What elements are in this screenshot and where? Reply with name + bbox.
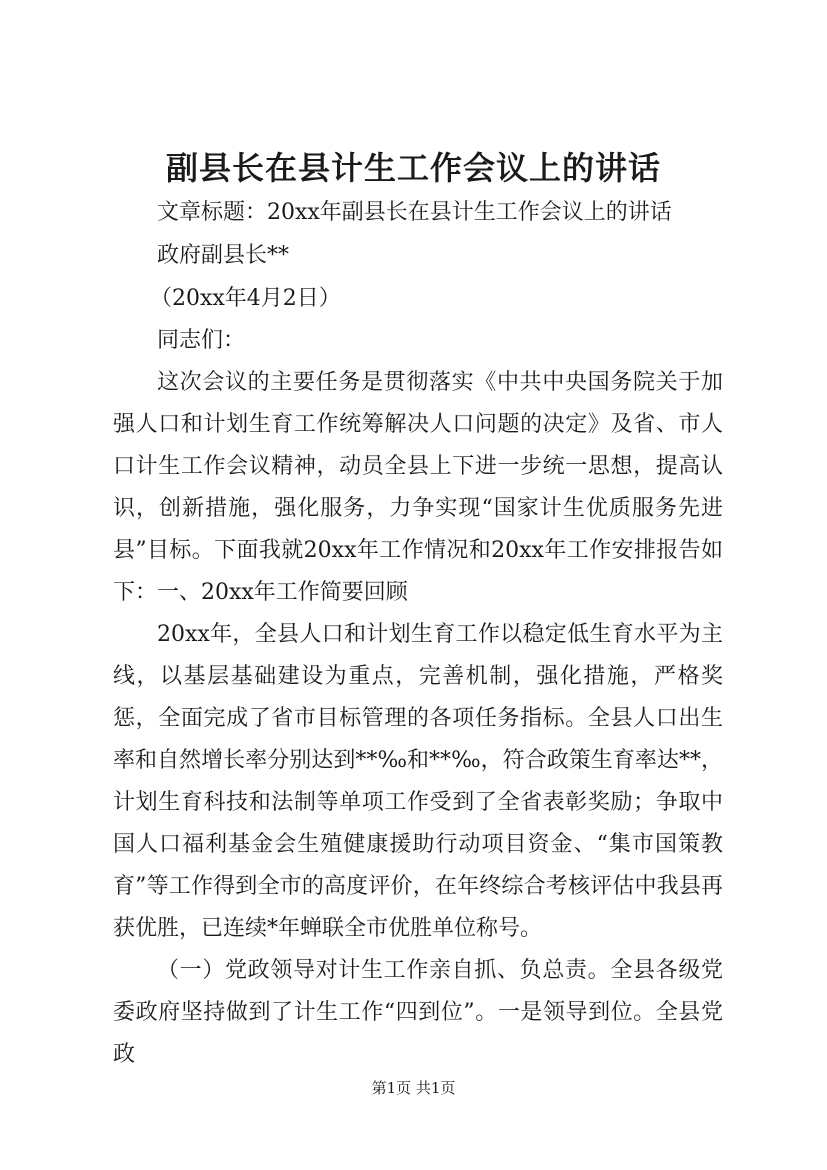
salutation: 同志们： xyxy=(157,328,246,353)
article-title-line: 文章标题：20xx年副县长在县计生工作会议上的讲话 xyxy=(157,200,672,225)
paragraph-subsection-1: （一）党政领导对计生工作亲自抓、负总责。全县各级党委政府坚持做到了计生工作“四到位”。一是领导到位。全县党政 xyxy=(113,958,723,1067)
document-title: 副县长在县计生工作会议上的讲话 xyxy=(165,149,661,187)
section-heading: 一、20xx年工作简要回顾 xyxy=(157,580,408,605)
date-line: （20xx年4月2日） xyxy=(150,286,341,311)
paragraph-intro: 这次会议的主要任务是贯彻落实《中共中央国务院关于加强人口和计划生育工作统筹解决人口问题的决定》及省、市人口计生工作会议精神，动员全县上下进一步统一思想，提高认识，创新措施，强化服务，力争实现“国家计生优质服务先进县”目标。下面我就20xx年工作情况和20xx年工作安排报告如下： xyxy=(113,370,723,605)
author-line: 政府副县长** xyxy=(157,243,290,268)
page-footer: 第1页 共1页 xyxy=(371,1079,456,1097)
paragraph-review: 20xx年，全县人口和计划生育工作以稳定低生育水平为主线，以基层基础建设为重点，完善机制，强化措施，严格奖惩，全面完成了省市目标管理的各项任务指标。全县人口出生率和自然增长率分别达到**‰和**‰，符合政策生育率达**，计划生育科技和法制等单项工作受到了全省表彰奖励；争取中国人口福利基金会生殖健康援助行动项目资金、“集市国策教育”等工作得到全市的高度评价，在年终综合考核评估中我县再获优胜，已连续*年蝉联全市优胜单位称号。 xyxy=(113,622,723,941)
